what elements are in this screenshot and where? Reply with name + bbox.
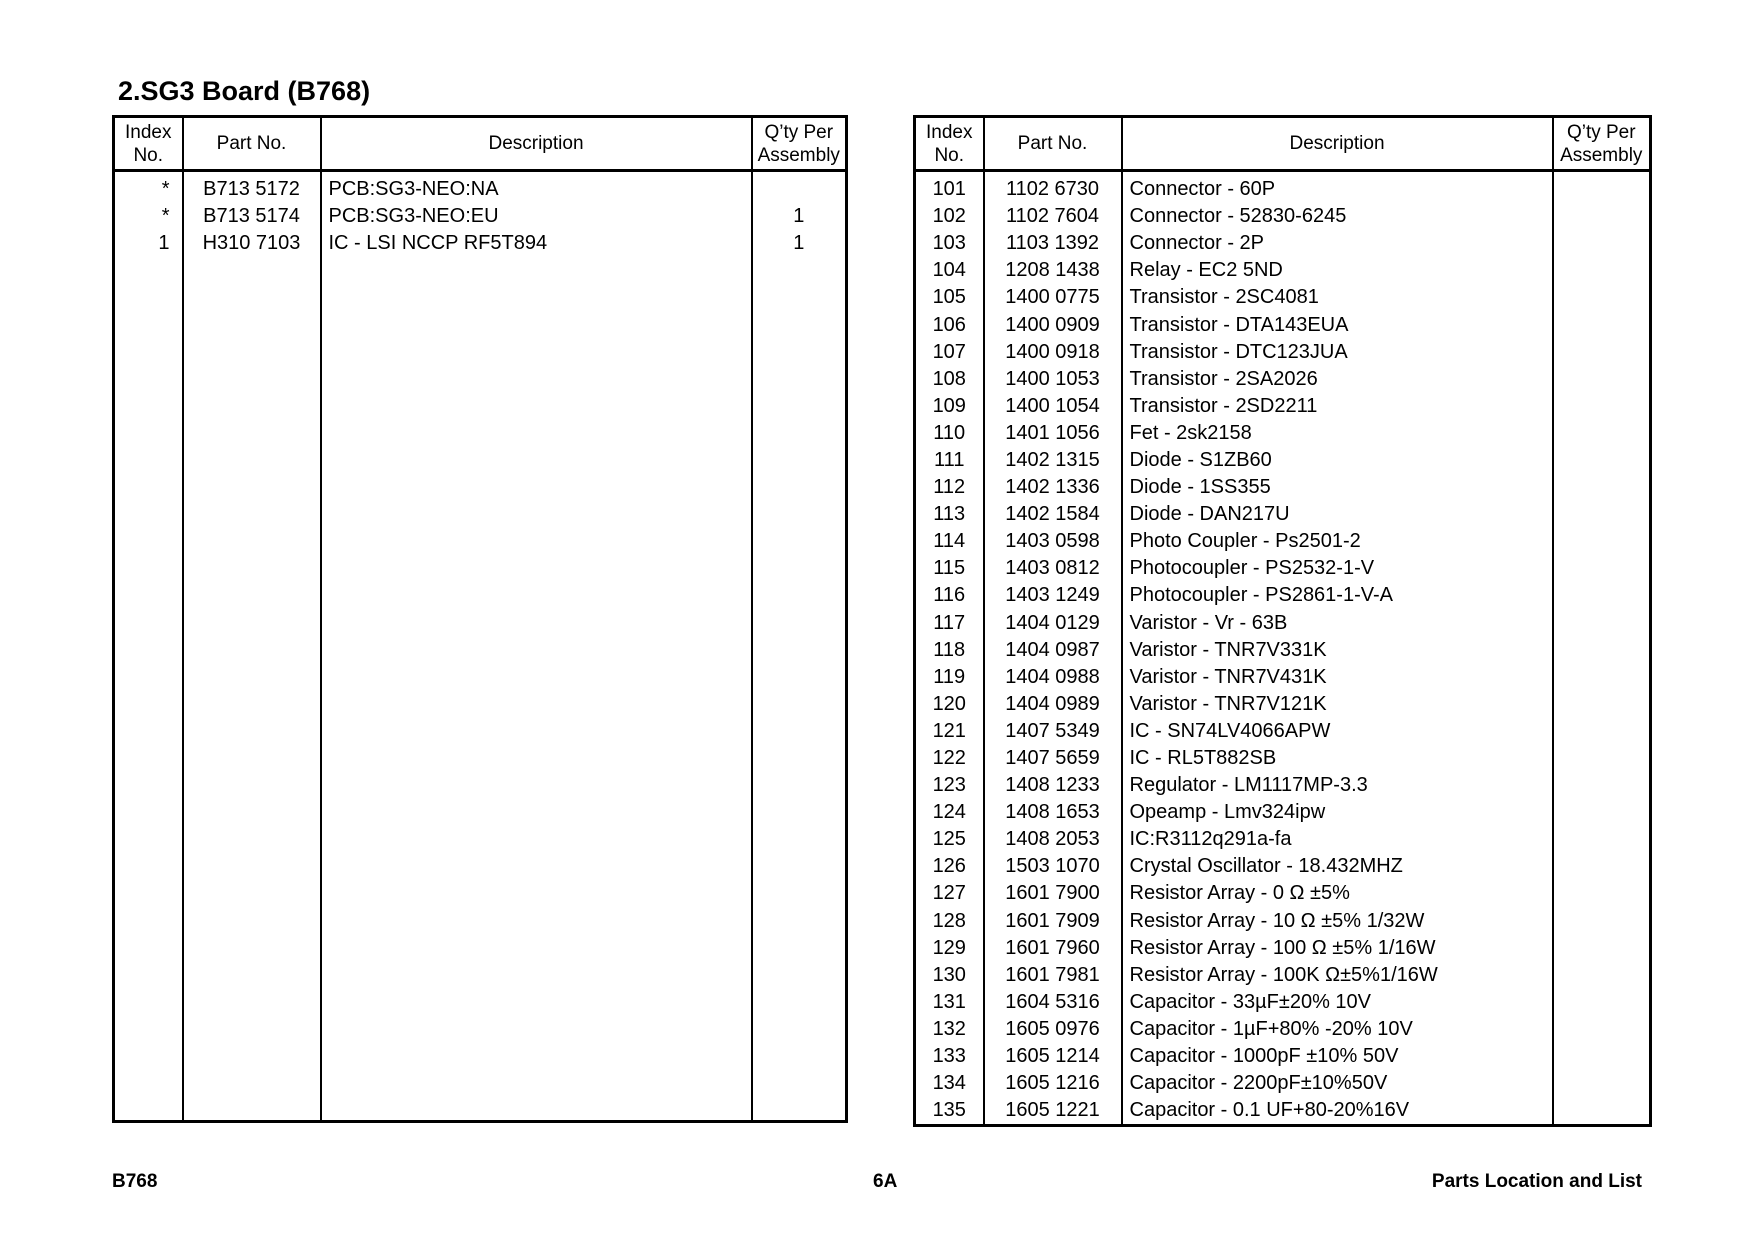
index-cell: 112 bbox=[933, 476, 966, 499]
table-row bbox=[915, 447, 1651, 474]
table-row bbox=[915, 311, 1651, 338]
qty-cell bbox=[1553, 989, 1651, 1016]
part-no-cell: 1404 0129 bbox=[984, 610, 1122, 637]
part-no-cell: 1402 1336 bbox=[984, 474, 1122, 501]
table-row bbox=[915, 1043, 1651, 1070]
table-row bbox=[915, 826, 1651, 853]
part-no-header: Part No. bbox=[984, 117, 1122, 171]
part-no-cell: 1103 1392 bbox=[984, 230, 1122, 257]
description-cell: Transistor - 2SD2211 bbox=[1122, 393, 1553, 420]
index-cell: 114 bbox=[933, 530, 966, 553]
part-no-cell: 1102 7604 bbox=[984, 203, 1122, 230]
part-no-cell: 1604 5316 bbox=[984, 989, 1122, 1016]
description-cell: IC - LSI NCCP RF5T894 bbox=[321, 230, 752, 257]
table-row bbox=[915, 203, 1651, 230]
index-cell: 128 bbox=[932, 909, 966, 932]
qty-header: Q’ty Per Assembly bbox=[1553, 117, 1651, 171]
index-cell: * bbox=[161, 178, 170, 201]
index-header: Index No. bbox=[114, 117, 183, 171]
index-cell: 129 bbox=[932, 936, 966, 959]
table-row bbox=[114, 203, 847, 230]
part-no-cell: 1408 1233 bbox=[984, 772, 1122, 799]
index-cell: 124 bbox=[932, 801, 966, 824]
part-no-cell: 1400 0918 bbox=[984, 339, 1122, 366]
index-cell: 110 bbox=[933, 421, 966, 444]
description-cell: Diode - S1ZB60 bbox=[1122, 447, 1553, 474]
part-no-cell: 1503 1070 bbox=[984, 853, 1122, 880]
description-cell: Connector - 2P bbox=[1122, 230, 1553, 257]
index-header: Index No. bbox=[915, 117, 984, 171]
part-no-cell: 1407 5349 bbox=[984, 718, 1122, 745]
part-no-cell: 1402 1584 bbox=[984, 501, 1122, 528]
qty-cell bbox=[1553, 501, 1651, 528]
qty-cell bbox=[1553, 474, 1651, 501]
index-cell: 132 bbox=[932, 1017, 966, 1040]
part-no-cell: H310 7103 bbox=[183, 230, 321, 257]
description-cell: Diode - 1SS355 bbox=[1122, 474, 1553, 501]
qty-cell bbox=[1553, 528, 1651, 555]
index-cell: 105 bbox=[932, 286, 966, 309]
table-row bbox=[915, 393, 1651, 420]
footer-model: B768 bbox=[112, 1171, 158, 1192]
part-no-cell: 1403 1249 bbox=[984, 582, 1122, 609]
description-cell: Transistor - 2SC4081 bbox=[1122, 284, 1553, 311]
table-row bbox=[915, 582, 1651, 609]
part-no-cell: 1401 1056 bbox=[984, 420, 1122, 447]
empty-cell bbox=[321, 257, 752, 1121]
description-cell: Crystal Oscillator - 18.432MHZ bbox=[1122, 853, 1553, 880]
description-cell: Photo Coupler - Ps2501-2 bbox=[1122, 528, 1553, 555]
empty-cell bbox=[752, 257, 847, 1121]
table-row bbox=[915, 962, 1651, 989]
qty-cell bbox=[1553, 853, 1651, 880]
table-row bbox=[915, 637, 1651, 664]
description-cell: Varistor - TNR7V431K bbox=[1122, 664, 1553, 691]
parts-table-right bbox=[913, 115, 1652, 1127]
qty-cell bbox=[1553, 203, 1651, 230]
empty-cell bbox=[1553, 1124, 1651, 1126]
description-cell: Diode - DAN217U bbox=[1122, 501, 1553, 528]
table-row bbox=[915, 230, 1651, 257]
table-row bbox=[915, 989, 1651, 1016]
empty-cell bbox=[183, 257, 321, 1121]
table-row bbox=[915, 1070, 1651, 1097]
footer-section-title: Parts Location and List bbox=[1431, 1171, 1642, 1192]
description-cell: Photocoupler - PS2532-1-V bbox=[1122, 555, 1553, 582]
qty-cell bbox=[752, 171, 847, 204]
part-no-cell: 1402 1315 bbox=[984, 447, 1122, 474]
part-no-cell: 1605 1221 bbox=[984, 1097, 1122, 1124]
table-row bbox=[915, 935, 1651, 962]
qty-cell bbox=[1553, 691, 1651, 718]
part-no-cell: 1601 7960 bbox=[984, 935, 1122, 962]
qty-cell bbox=[1553, 447, 1651, 474]
empty-cell bbox=[984, 1124, 1122, 1126]
table-row bbox=[915, 610, 1651, 637]
table-row bbox=[915, 718, 1651, 745]
table-row bbox=[915, 1016, 1651, 1043]
table-row bbox=[915, 664, 1651, 691]
description-cell: Capacitor - 1µF+80% -20% 10V bbox=[1122, 1016, 1553, 1043]
table-row bbox=[114, 230, 847, 257]
qty-cell bbox=[1553, 880, 1651, 907]
part-no-cell: 1208 1438 bbox=[984, 257, 1122, 284]
qty-cell bbox=[1553, 826, 1651, 853]
empty-filler-row bbox=[915, 1124, 1651, 1126]
index-cell: 117 bbox=[933, 611, 966, 634]
index-cell: 120 bbox=[932, 692, 966, 715]
qty-cell bbox=[1553, 311, 1651, 338]
part-no-cell: B713 5174 bbox=[183, 203, 321, 230]
qty-cell bbox=[1553, 1097, 1651, 1124]
page-title: 2.SG3 Board (B768) bbox=[118, 76, 371, 106]
index-cell: 113 bbox=[933, 503, 966, 526]
part-no-cell: 1605 1216 bbox=[984, 1070, 1122, 1097]
qty-cell bbox=[1553, 230, 1651, 257]
description-cell: Resistor Array - 0 Ω ±5% bbox=[1122, 880, 1553, 907]
index-cell: 122 bbox=[932, 747, 966, 770]
description-cell: Capacitor - 33µF±20% 10V bbox=[1122, 989, 1553, 1016]
index-cell: 109 bbox=[932, 394, 966, 417]
description-cell: Connector - 52830-6245 bbox=[1122, 203, 1553, 230]
part-no-cell: B713 5172 bbox=[183, 171, 321, 204]
table-row bbox=[915, 880, 1651, 907]
index-cell: 135 bbox=[932, 1099, 966, 1122]
table-row bbox=[915, 772, 1651, 799]
qty-cell bbox=[1553, 582, 1651, 609]
empty-filler-row bbox=[114, 257, 847, 1121]
table-row bbox=[114, 171, 847, 204]
qty-cell bbox=[1553, 284, 1651, 311]
part-no-cell: 1408 2053 bbox=[984, 826, 1122, 853]
part-no-cell: 1400 0909 bbox=[984, 311, 1122, 338]
part-no-cell: 1400 0775 bbox=[984, 284, 1122, 311]
description-cell: Capacitor - 2200pF±10%50V bbox=[1122, 1070, 1553, 1097]
part-no-cell: 1400 1054 bbox=[984, 393, 1122, 420]
table-row bbox=[915, 908, 1651, 935]
description-cell: IC - RL5T882SB bbox=[1122, 745, 1553, 772]
part-no-header: Part No. bbox=[183, 117, 321, 171]
index-cell: 127 bbox=[932, 882, 966, 905]
qty-cell: 1 bbox=[752, 230, 847, 257]
table-row bbox=[915, 474, 1651, 501]
table-row bbox=[915, 366, 1651, 393]
description-cell: IC:R3112q291a-fa bbox=[1122, 826, 1553, 853]
index-cell: 121 bbox=[932, 719, 966, 742]
description-cell: Transistor - 2SA2026 bbox=[1122, 366, 1553, 393]
qty-header: Q’ty Per Assembly bbox=[752, 117, 847, 171]
description-cell: Varistor - Vr - 63B bbox=[1122, 610, 1553, 637]
qty-cell bbox=[1553, 1043, 1651, 1070]
index-cell: 108 bbox=[932, 367, 966, 390]
table-row bbox=[915, 555, 1651, 582]
table-row bbox=[915, 284, 1651, 311]
index-cell: 119 bbox=[933, 665, 966, 688]
part-no-cell: 1407 5659 bbox=[984, 745, 1122, 772]
part-no-cell: 1408 1653 bbox=[984, 799, 1122, 826]
description-cell: Transistor - DTA143EUA bbox=[1122, 311, 1553, 338]
index-cell: 101 bbox=[932, 178, 966, 201]
empty-cell bbox=[1122, 1124, 1553, 1126]
empty-cell bbox=[915, 1124, 984, 1126]
description-cell: Capacitor - 1000pF ±10% 50V bbox=[1122, 1043, 1553, 1070]
qty-cell bbox=[1553, 745, 1651, 772]
description-header: Description bbox=[321, 117, 752, 171]
qty-cell bbox=[1553, 799, 1651, 826]
table-row bbox=[915, 501, 1651, 528]
part-no-cell: 1605 1214 bbox=[984, 1043, 1122, 1070]
index-cell: 115 bbox=[933, 557, 966, 580]
qty-cell bbox=[1553, 664, 1651, 691]
table-header-row bbox=[915, 117, 1651, 171]
qty-cell bbox=[1553, 171, 1651, 204]
part-no-cell: 1403 0598 bbox=[984, 528, 1122, 555]
index-cell: 123 bbox=[932, 774, 966, 797]
description-cell: Resistor Array - 100K Ω±5%1/16W bbox=[1122, 962, 1553, 989]
part-no-cell: 1102 6730 bbox=[984, 171, 1122, 204]
index-cell: 126 bbox=[932, 855, 966, 878]
table-row bbox=[915, 420, 1651, 447]
index-cell: 131 bbox=[932, 990, 966, 1013]
table-row bbox=[915, 691, 1651, 718]
qty-cell bbox=[1553, 339, 1651, 366]
part-no-cell: 1605 0976 bbox=[984, 1016, 1122, 1043]
description-cell: Varistor - TNR7V121K bbox=[1122, 691, 1553, 718]
description-cell: IC - SN74LV4066APW bbox=[1122, 718, 1553, 745]
index-cell: 104 bbox=[932, 259, 966, 282]
description-cell: Resistor Array - 10 Ω ±5% 1/32W bbox=[1122, 908, 1553, 935]
index-cell: 130 bbox=[932, 963, 966, 986]
table-row bbox=[915, 257, 1651, 284]
table-header-row bbox=[114, 117, 847, 171]
part-no-cell: 1404 0989 bbox=[984, 691, 1122, 718]
qty-cell bbox=[1553, 935, 1651, 962]
table-row bbox=[915, 745, 1651, 772]
qty-cell bbox=[1553, 366, 1651, 393]
index-cell: 134 bbox=[932, 1072, 966, 1095]
index-cell: 102 bbox=[932, 205, 966, 228]
index-cell: 106 bbox=[932, 313, 966, 336]
description-cell: Photocoupler - PS2861-1-V-A bbox=[1122, 582, 1553, 609]
qty-cell bbox=[1553, 637, 1651, 664]
qty-cell bbox=[1553, 1070, 1651, 1097]
table-row bbox=[915, 853, 1651, 880]
description-cell: Connector - 60P bbox=[1122, 171, 1553, 204]
index-cell: 107 bbox=[932, 340, 966, 363]
index-cell: 133 bbox=[932, 1045, 966, 1068]
description-cell: Varistor - TNR7V331K bbox=[1122, 637, 1553, 664]
qty-cell bbox=[1553, 908, 1651, 935]
index-cell: 103 bbox=[932, 232, 966, 255]
table-row bbox=[915, 339, 1651, 366]
qty-cell bbox=[1553, 718, 1651, 745]
qty-cell bbox=[1553, 772, 1651, 799]
description-cell: Resistor Array - 100 Ω ±5% 1/16W bbox=[1122, 935, 1553, 962]
part-no-cell: 1601 7909 bbox=[984, 908, 1122, 935]
description-cell: PCB:SG3-NEO:NA bbox=[321, 171, 752, 204]
description-cell: Fet - 2sk2158 bbox=[1122, 420, 1553, 447]
qty-cell: 1 bbox=[752, 203, 847, 230]
index-cell: 125 bbox=[932, 828, 966, 851]
parts-table-left bbox=[112, 115, 848, 1123]
part-no-cell: 1601 7900 bbox=[984, 880, 1122, 907]
qty-cell bbox=[1553, 610, 1651, 637]
table-row bbox=[915, 171, 1651, 204]
qty-cell bbox=[1553, 1016, 1651, 1043]
index-cell: * bbox=[161, 205, 170, 228]
qty-cell bbox=[1553, 555, 1651, 582]
description-cell: Relay - EC2 5ND bbox=[1122, 257, 1553, 284]
footer-page-number: 6A bbox=[873, 1171, 898, 1192]
description-cell: Regulator - LM1117MP-3.3 bbox=[1122, 772, 1553, 799]
table-row bbox=[915, 1097, 1651, 1124]
part-no-cell: 1404 0988 bbox=[984, 664, 1122, 691]
index-cell: 1 bbox=[158, 232, 170, 255]
index-cell: 111 bbox=[934, 448, 965, 471]
part-no-cell: 1403 0812 bbox=[984, 555, 1122, 582]
description-cell: Transistor - DTC123JUA bbox=[1122, 339, 1553, 366]
table-row bbox=[915, 799, 1651, 826]
qty-cell bbox=[1553, 420, 1651, 447]
part-no-cell: 1400 1053 bbox=[984, 366, 1122, 393]
qty-cell bbox=[1553, 393, 1651, 420]
description-cell: Capacitor - 0.1 UF+80-20%16V bbox=[1122, 1097, 1553, 1124]
description-cell: Opeamp - Lmv324ipw bbox=[1122, 799, 1553, 826]
qty-cell bbox=[1553, 962, 1651, 989]
part-no-cell: 1404 0987 bbox=[984, 637, 1122, 664]
part-no-cell: 1601 7981 bbox=[984, 962, 1122, 989]
index-cell: 116 bbox=[933, 584, 966, 607]
index-cell: 118 bbox=[933, 638, 966, 661]
table-row bbox=[915, 528, 1651, 555]
description-header: Description bbox=[1122, 117, 1553, 171]
qty-cell bbox=[1553, 257, 1651, 284]
description-cell: PCB:SG3-NEO:EU bbox=[321, 203, 752, 230]
empty-cell bbox=[114, 257, 183, 1121]
